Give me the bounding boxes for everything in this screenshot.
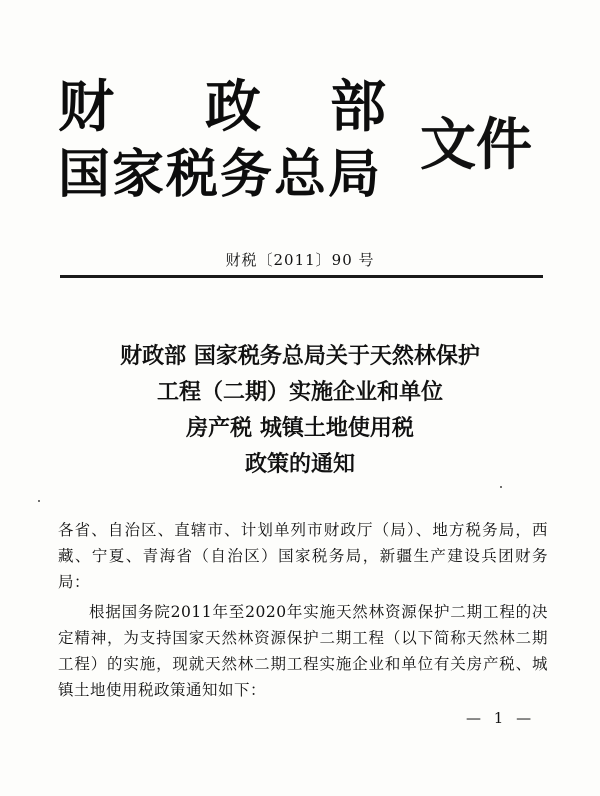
title-line-4: 政策的通知 [244, 451, 355, 477]
header-divider [60, 275, 543, 278]
body-paragraph-1: 根据国务院2011年至2020年实施天然林资源保护二期工程的决定精神，为支持国家天然林资源保护二期工程（以下简称天然林二期工程）的实施，现就天然林二期工程实施企业和单位有关房产税、城镇土地使用税政策通知如下： [58, 603, 548, 699]
scan-speck [38, 500, 40, 502]
issuer-char-2: 政 [205, 74, 261, 140]
issuer-char-1: 财 [58, 74, 114, 140]
title-line-2: 工程（二期）实施企业和单位 [156, 379, 443, 405]
document-title [0, 338, 600, 482]
title-line-1: 财政部 国家税务总局关于天然林保护 [120, 343, 480, 369]
document-number: 财税〔2011〕90 号 [225, 251, 375, 269]
title-line-3: 房产税 城镇土地使用税 [186, 415, 414, 441]
doc-type-label: 文件 [420, 112, 532, 178]
document-body [58, 517, 548, 703]
page-number: — 1 — [466, 709, 536, 727]
issuer-char-3: 部 [330, 74, 386, 140]
issuer-state-tax-administration: 国家税务总局 [58, 144, 383, 205]
recipients-paragraph: 各省、自治区、直辖市、计划单列市财政厅（局）、地方税务局，西藏、宁夏、青海省（自治区）国家税务局，新疆生产建设兵团财务局： [58, 521, 548, 591]
scan-speck [500, 486, 502, 488]
